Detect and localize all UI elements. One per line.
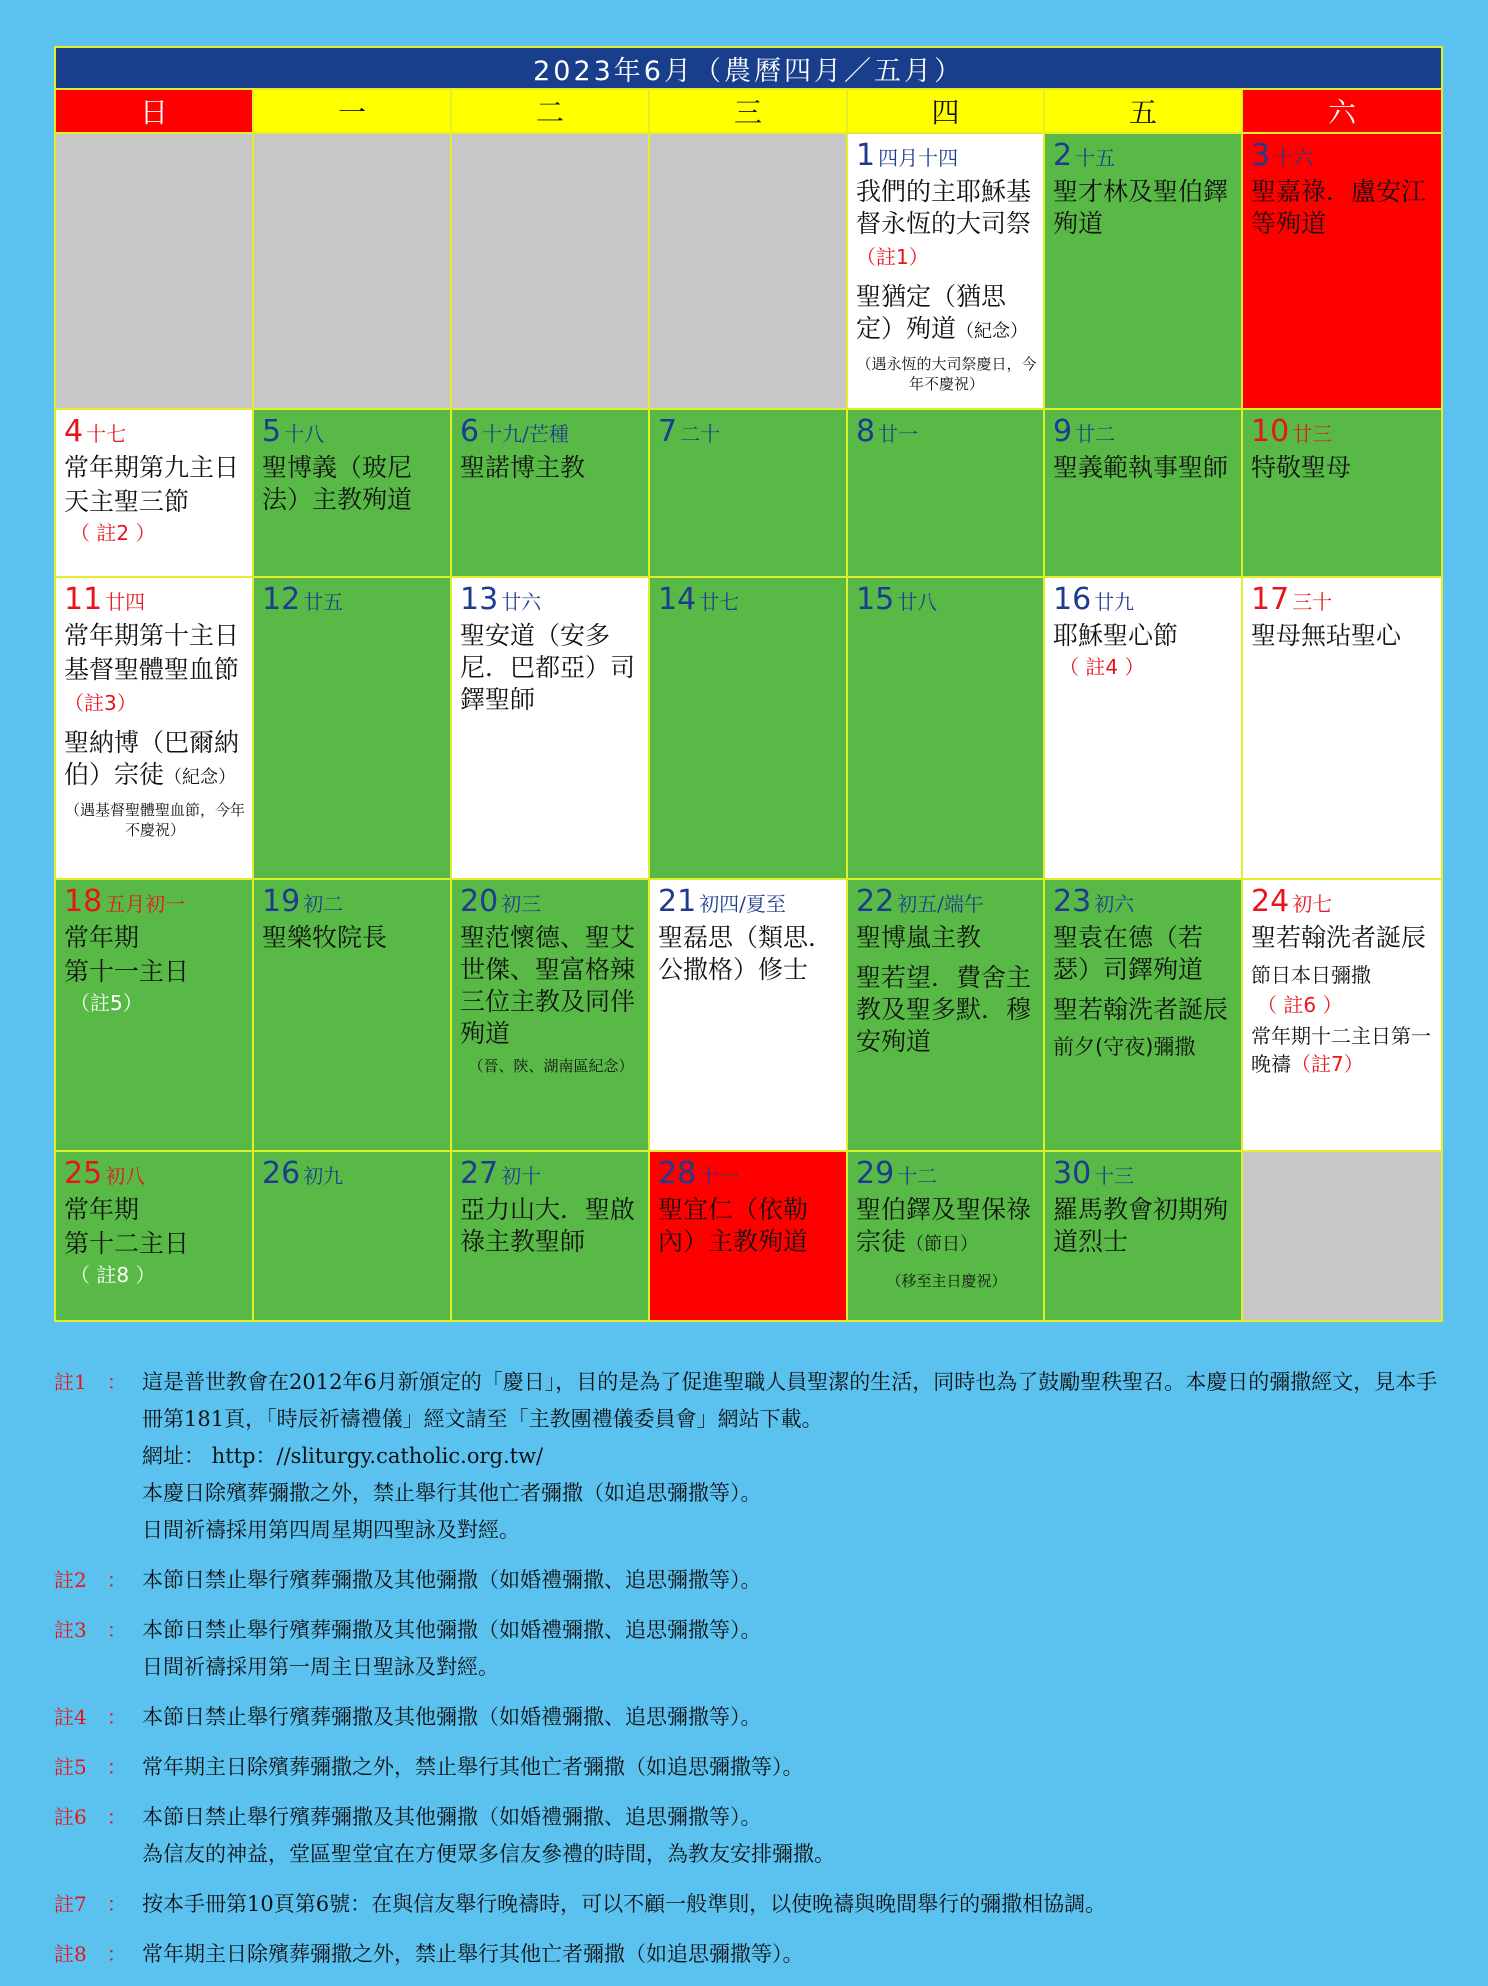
footnote-2 [54,1562,1444,1599]
event-text: 常年期 [64,923,140,952]
lunar-date: 三十 [1292,590,1333,614]
footnote-line: 這是普世教會在2012年6月新頒定的「慶日」，目的是為了促進聖職人員聖潔的生活，同時也為了鼓勵聖秩聖召。本慶日的彌撒經文，見本手冊第181頁，「時辰祈禱禮儀」經文請至「主教團禮儀委員會」網站下載。 [142,1370,1438,1431]
day-cell-10 [1242,409,1442,577]
weekday-sun: 日 [55,89,253,133]
event-text: 聖伯鐸及聖保祿宗徒 [856,1195,1032,1256]
footnote-ref: （ 註4 ） [1059,655,1145,679]
weekday-wed: 三 [649,89,847,133]
footnote-ref: （ 註6 ） [1257,993,1343,1017]
weekday-fri: 五 [1044,89,1242,133]
day-number: 25 [64,1156,103,1191]
day-cell-7 [649,409,847,577]
day-cell-17 [1242,577,1442,879]
day-number: 22 [856,884,895,919]
event-text: 常年期 [64,1195,140,1224]
footnote-line: 本節日禁止舉行殯葬彌撒及其他彌撒（如婚禮彌撒、追思彌撒等）。 [142,1618,762,1642]
day-cell-15 [847,577,1044,879]
day-number: 14 [658,582,697,617]
footnote-line: 本節日禁止舉行殯葬彌撒及其他彌撒（如婚禮彌撒、追思彌撒等）。 [142,1568,762,1592]
footnote-line: 按本手冊第10頁第6號：在與信友舉行晚禱時，可以不顧一般準則，以使晚禱與晚間舉行的彌撒相協調。 [142,1892,1107,1916]
event-remark: （晉、陝、湖南區紀念） [468,1057,634,1075]
day-cell-28 [649,1151,847,1321]
event-text: 聖嘉祿．盧安江等殉道 [1251,177,1427,238]
footnote-8 [54,1936,1444,1973]
footnote-line: 本節日禁止舉行殯葬彌撒及其他彌撒（如婚禮彌撒、追思彌撒等）。 [142,1705,762,1729]
footnote-label: 註3 ： [54,1618,127,1642]
event-rank: （紀念） [956,321,1029,342]
footnote-label: 註5 ： [54,1755,127,1779]
lunar-date: 十五 [1075,146,1116,170]
footnote-ref: （ 註2 ） [70,521,156,545]
empty-cell [55,133,253,409]
day-number: 8 [856,414,876,449]
footnote-label: 註1 ： [54,1370,127,1394]
footnote-4 [54,1699,1444,1736]
lunar-date: 十一 [699,1164,740,1188]
lunar-date: 初二 [303,892,344,916]
lunar-date: 初四/夏至 [699,892,786,916]
lunar-date: 初八 [105,1164,146,1188]
day-number: 19 [262,884,301,919]
event-rank: （節日） [906,1234,979,1255]
event-rank: （紀念） [164,767,237,788]
footnote-line: 本慶日除殯葬彌撒之外，禁止舉行其他亡者彌撒（如追思彌撒等）。 [142,1481,762,1505]
day-number: 26 [262,1156,301,1191]
day-cell-11 [55,577,253,879]
day-cell-27 [451,1151,649,1321]
lunar-date: 廿一 [878,422,919,446]
lunar-date: 廿八 [897,590,938,614]
day-cell-16 [1044,577,1242,879]
event-text: 聖安道（安多尼．巴都亞）司鐸聖師 [460,621,636,714]
empty-cell [1242,1151,1442,1321]
event-text: 聖樂牧院長 [262,923,388,952]
event-text: 羅馬教會初期殉道烈士 [1053,1195,1229,1256]
lunar-date: 十七 [86,422,127,446]
day-cell-23 [1044,879,1242,1151]
lunar-date: 廿二 [1075,422,1116,446]
event-text: 第十二主日 [64,1229,190,1258]
calendar-title: 2023年6月（農曆四月／五月） [55,47,1442,89]
day-number: 24 [1251,884,1290,919]
day-cell-19 [253,879,451,1151]
event-text: 基督聖體聖血節 [64,655,240,684]
footnote-label: 註4 ： [54,1705,127,1729]
footnote-6 [54,1799,1444,1873]
day-cell-26 [253,1151,451,1321]
lunar-date: 廿六 [501,590,542,614]
day-number: 2 [1053,138,1073,173]
footnote-label: 註7 ： [54,1892,127,1916]
lunar-date: 初七 [1292,892,1333,916]
lunar-date: 二十 [680,422,721,446]
empty-cell [451,133,649,409]
day-cell-29 [847,1151,1044,1321]
day-number: 11 [64,582,103,617]
day-number: 29 [856,1156,895,1191]
footnotes [54,1364,1444,1986]
event-text: 聖范懷德、聖艾世傑、聖富格辣三位主教及同伴殉道 [460,923,636,1048]
day-cell-30 [1044,1151,1242,1321]
event-text: 聖納博（巴爾納伯）宗徒 [64,728,240,789]
weekday-sat: 六 [1242,89,1442,133]
footnote-line: 常年期主日除殯葬彌撒之外，禁止舉行其他亡者彌撒（如追思彌撒等）。 [142,1755,804,1779]
event-text: 聖宜仁（依勒內）主教殉道 [658,1195,809,1256]
day-number: 7 [658,414,678,449]
lunar-date: 十八 [284,422,325,446]
day-cell-8 [847,409,1044,577]
day-number: 18 [64,884,103,919]
day-cell-24 [1242,879,1442,1151]
lunar-date: 廿五 [303,590,344,614]
lunar-date: 廿四 [105,590,146,614]
event-text: 常年期第十主日 [64,621,240,650]
empty-cell [649,133,847,409]
day-cell-4 [55,409,253,577]
event-text: 耶穌聖心節 [1053,621,1179,650]
lunar-date: 初五/端午 [897,892,984,916]
footnote-ref: （註3） [64,691,137,715]
weekday-mon: 一 [253,89,451,133]
event-text: 前夕(守夜)彌撒 [1053,1035,1196,1059]
lunar-date: 初三 [501,892,542,916]
day-cell-22 [847,879,1044,1151]
event-text: 聖磊思（類思．公撒格）修士 [658,923,834,984]
footnote-7 [54,1886,1444,1923]
day-cell-20 [451,879,649,1151]
footnote-line: 網址： http：//sliturgy.catholic.org.tw/ [142,1444,544,1468]
day-number: 12 [262,582,301,617]
event-text: 聖猶定（猶思定）殉道 [856,282,1007,343]
day-number: 15 [856,582,895,617]
event-text: 聖博義（玻尼法）主教殉道 [262,453,413,514]
day-cell-9 [1044,409,1242,577]
day-number: 6 [460,414,480,449]
day-number: 17 [1251,582,1290,617]
calendar-table [54,46,1443,1322]
day-cell-13 [451,577,649,879]
day-number: 1 [856,138,876,173]
day-cell-1 [847,133,1044,409]
day-number: 30 [1053,1156,1092,1191]
day-number: 23 [1053,884,1092,919]
event-text: 聖若望．費舍主教及聖多默．穆安殉道 [856,963,1032,1056]
day-cell-6 [451,409,649,577]
day-cell-18 [55,879,253,1151]
footnote-line: 日間祈禱採用第四周星期四聖詠及對經。 [142,1518,520,1542]
day-cell-14 [649,577,847,879]
lunar-date: 初九 [303,1164,344,1188]
day-number: 16 [1053,582,1092,617]
event-text: 常年期第九主日 [64,453,240,482]
day-cell-3 [1242,133,1442,409]
event-text: 聖博嵐主教 [856,923,982,952]
event-text: 聖義範執事聖師 [1053,453,1229,482]
event-text: 天主聖三節 [64,487,190,516]
event-text: 聖母無玷聖心 [1251,621,1402,650]
day-cell-21 [649,879,847,1151]
day-number: 21 [658,884,697,919]
day-number: 28 [658,1156,697,1191]
footnote-label: 註6 ： [54,1805,127,1829]
day-number: 3 [1251,138,1271,173]
lunar-date: 十九/芒種 [482,422,569,446]
empty-cell [253,133,451,409]
lunar-date: 四月十四 [878,146,959,170]
lunar-date: 廿三 [1292,422,1333,446]
event-text: 第十一主日 [64,957,190,986]
footnote-ref: （ 註8 ） [70,1263,156,1287]
footnote-1 [54,1364,1444,1549]
weekday-thu: 四 [847,89,1044,133]
lunar-date: 十三 [1094,1164,1135,1188]
event-text: 聖若翰洗者誕辰 [1053,995,1229,1024]
footnote-ref: （註7） [1291,1052,1364,1076]
footnote-line: 日間祈禱採用第一周主日聖詠及對經。 [142,1655,499,1679]
day-number: 27 [460,1156,499,1191]
day-cell-12 [253,577,451,879]
event-text: 節日本日彌撒 [1251,963,1371,987]
day-number: 20 [460,884,499,919]
footnote-line: 常年期主日除殯葬彌撒之外，禁止舉行其他亡者彌撒（如追思彌撒等）。 [142,1942,804,1966]
day-cell-2 [1044,133,1242,409]
day-cell-5 [253,409,451,577]
day-number: 13 [460,582,499,617]
event-text: 特敬聖母 [1251,453,1352,482]
footnote-3 [54,1612,1444,1686]
event-text: 聖袁在德（若瑟）司鐸殉道 [1053,923,1204,984]
event-remark: （遇基督聖體聖血節，今年不慶祝） [64,801,245,839]
footnote-ref: （註1） [856,245,929,269]
event-text: 聖若翰洗者誕辰 [1251,923,1427,952]
weekday-tue: 二 [451,89,649,133]
event-remark: （遇永恆的大司祭慶日，今年不慶祝） [856,355,1037,393]
day-number: 4 [64,414,84,449]
footnote-label: 註8 ： [54,1942,127,1966]
footnote-ref: （註5） [70,991,143,1015]
event-text: 常年期十二主日第一晚禱 [1251,1024,1431,1076]
footnote-label: 註2 ： [54,1568,127,1592]
lunar-date: 初六 [1094,892,1135,916]
lunar-date: 初十 [501,1164,542,1188]
lunar-date: 廿九 [1094,590,1135,614]
event-text: 聖才林及聖伯鐸殉道 [1053,177,1229,238]
footnote-line: 為信友的神益，堂區聖堂宜在方便眾多信友參禮的時間，為教友安排彌撒。 [142,1842,835,1866]
day-number: 9 [1053,414,1073,449]
lunar-date: 十二 [897,1164,938,1188]
footnote-5 [54,1749,1444,1786]
footnote-line: 本節日禁止舉行殯葬彌撒及其他彌撒（如婚禮彌撒、追思彌撒等）。 [142,1805,762,1829]
lunar-date: 廿七 [699,590,740,614]
event-text: 我們的主耶穌基督永恆的大司祭 [856,177,1032,238]
event-text: 聖諾博主教 [460,453,586,482]
lunar-date: 五月初一 [105,892,186,916]
day-cell-25 [55,1151,253,1321]
day-number: 5 [262,414,282,449]
lunar-date: 十六 [1273,146,1314,170]
event-text: 亞力山大．聖啟祿主教聖師 [460,1195,636,1256]
event-remark: （移至主日慶祝） [886,1272,1007,1290]
day-number: 10 [1251,414,1290,449]
